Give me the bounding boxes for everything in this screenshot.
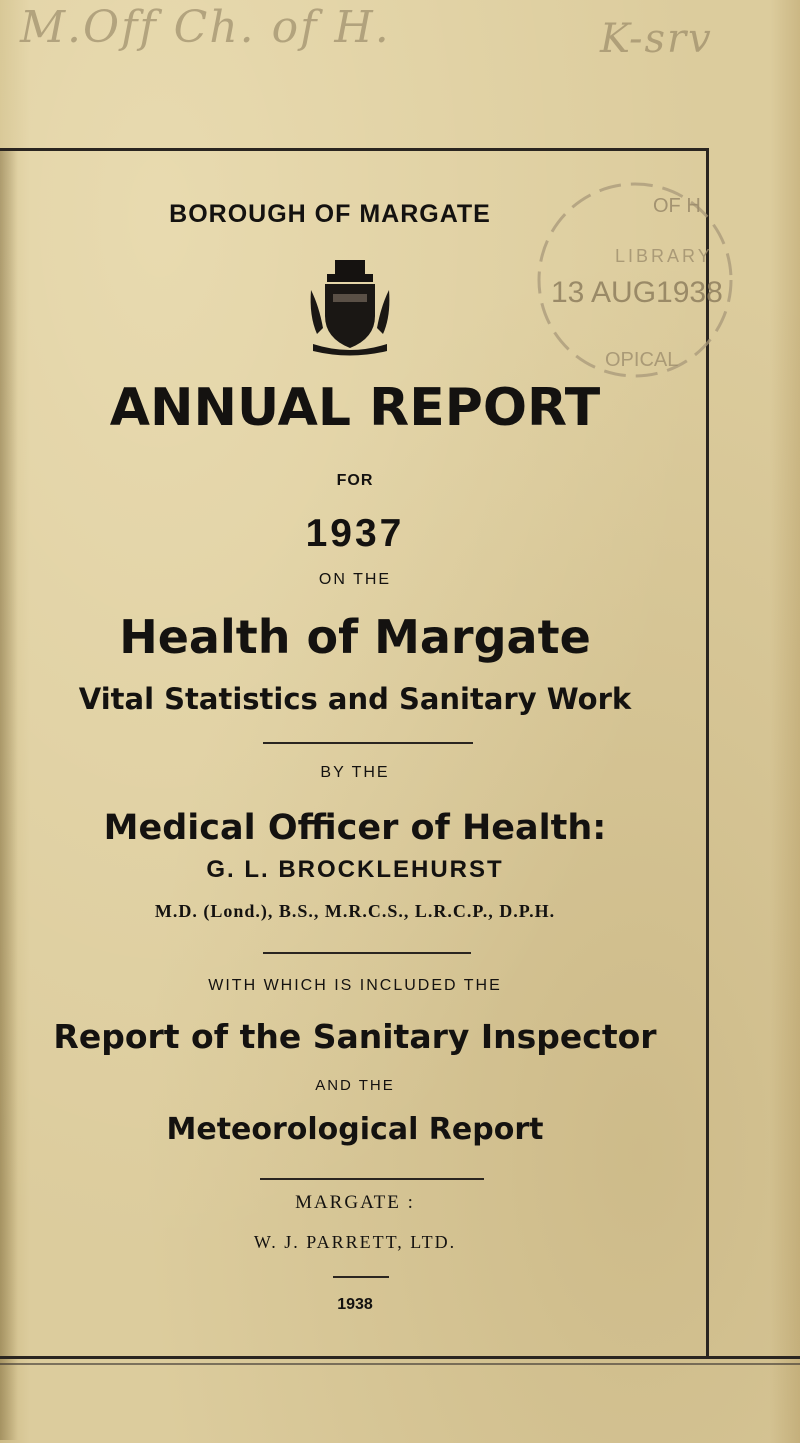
publication-year: 1938 <box>337 1296 373 1313</box>
imprint-place: MARGATE : <box>295 1192 415 1213</box>
coat-of-arms-icon <box>305 256 395 356</box>
crest-wreath <box>327 274 373 282</box>
included-label: WITH WHICH IS INCLUDED THE <box>208 977 502 994</box>
stamp-date-text: 13 AUG1938 <box>551 276 723 309</box>
left-supporter <box>311 290 323 334</box>
health-title: Health of Margate <box>119 610 591 664</box>
for-label: FOR <box>336 472 374 489</box>
divider-rule <box>260 1178 484 1180</box>
officer-title: Medical Officer of Health: <box>103 808 607 848</box>
stamp-library-text: LIBRARY <box>615 246 713 266</box>
shield-band <box>333 294 367 302</box>
subtitle: Vital Statistics and Sanitary Work <box>78 682 632 716</box>
report-year: 1937 <box>305 512 405 555</box>
on-the-label: ON THE <box>318 571 392 588</box>
divider-rule <box>263 952 471 954</box>
imprint-printer: W. J. PARRETT, LTD. <box>253 1232 457 1252</box>
library-date-stamp <box>525 170 735 390</box>
officer-qualifications: M.D. (Lond.), B.S., M.R.C.S., L.R.C.P., D.P.H. <box>154 901 556 921</box>
officer-name: G. L. BROCKLEHURST <box>206 856 504 883</box>
stamp-top-text: OF H <box>653 195 701 217</box>
divider-rule-short <box>333 1276 389 1278</box>
handwritten-note-right: K-srv <box>600 16 713 62</box>
and-the-label: AND THE <box>315 1077 395 1094</box>
frame-bottom-border-inner <box>0 1363 800 1365</box>
crest-helm <box>335 260 365 274</box>
frame-bottom-border <box>0 1356 800 1359</box>
borough-heading: BOROUGH OF MARGATE <box>169 200 491 228</box>
frame-top-border <box>0 148 708 151</box>
meteorological-report-title: Meteorological Report <box>166 1112 544 1147</box>
right-supporter <box>377 290 389 334</box>
handwritten-note-left: M.Off Ch. of H. <box>20 2 391 53</box>
by-the-label: BY THE <box>320 764 390 781</box>
shield-shape <box>325 284 375 348</box>
divider-rule <box>263 742 473 744</box>
annual-report-title: ANNUAL REPORT <box>109 378 601 438</box>
sanitary-report-title: Report of the Sanitary Inspector <box>53 1017 657 1056</box>
stamp-bottom-text: OPICAL <box>605 349 679 371</box>
